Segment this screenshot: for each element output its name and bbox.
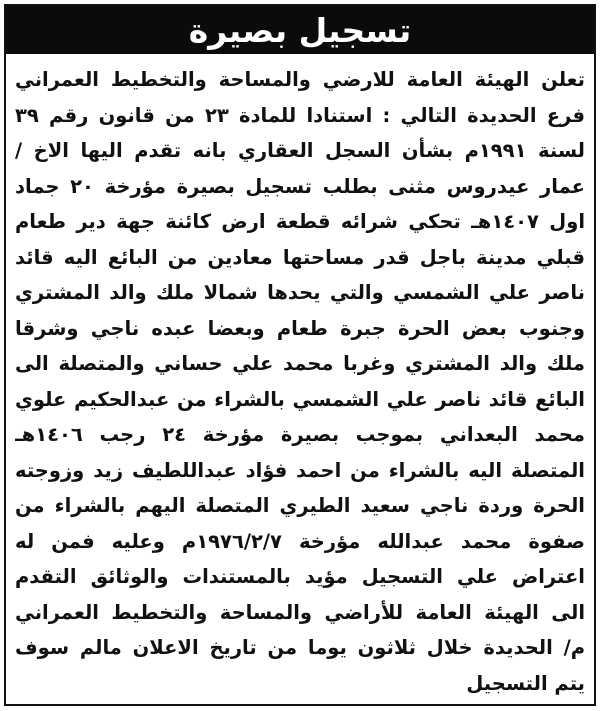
notice-line: ملك والد المشتري وغربا محمد علي حساني والمتصلة الى bbox=[15, 352, 585, 375]
notice-line-last: يتم التسجيل bbox=[466, 671, 585, 695]
notice-line: المتصلة اليه بالشراء من احمد فؤاد عبداللطيف زيد وزوجته bbox=[15, 458, 585, 482]
notice-line: وجنوب بعض الحرة جبرة طعام وبعضا عبده ناجي وشرقا bbox=[15, 316, 585, 340]
notice-line: اول ١٤٠٧هـ تحكي شرائه قطعة ارض كائنة جهة دير طعام bbox=[15, 210, 585, 233]
public-notice bbox=[4, 4, 596, 706]
notice-line: اعتراض علي التسجيل مؤيد بالمستندات والوثائق التقدم bbox=[15, 565, 585, 588]
notice-header bbox=[6, 6, 594, 54]
notice-title: تسجيل بصيرة bbox=[188, 10, 412, 50]
notice-line: محمد البعداني بموجب بصيرة مؤرخة ٢٤ رجب ١٤٠٦هـ bbox=[15, 423, 585, 446]
notice-line: م/ الحديدة خلال ثلاثون يوما من تاريخ الاعلان مالم سوف bbox=[15, 636, 585, 659]
notice-line: لسنة ١٩٩١م بشأن السجل العقاري بانه تقدم اليها الاخ / bbox=[15, 139, 585, 162]
notice-line: صفوة محمد عبدالله مؤرخة ١٩٧٦/٢/٧م وعليه فمن له bbox=[15, 529, 585, 553]
notice-line: ناصر علي الشمسي والتي يحدها شمالا ملك والد المشتري bbox=[15, 281, 585, 304]
notice-line: عمار عيدروس مثنى بطلب تسجيل بصيرة مؤرخة ٢٠ جماد bbox=[15, 174, 585, 198]
notice-body bbox=[6, 54, 594, 701]
notice-line: الى الهيئة العامة للأراضي والمساحة والتخطيط العمراني bbox=[15, 600, 585, 624]
notice-line: قبلي مدينة باجل قدر مساحتها معادين من البائع اليه قائد bbox=[15, 245, 585, 269]
notice-line: تعلن الهيئة العامة للارضي والمساحة والتخطيط العمراني bbox=[15, 68, 585, 91]
notice-line: البائع قائد ناصر علي الشمسي بالشراء من عبدالحكيم علوي bbox=[15, 387, 585, 411]
notice-line: الحرة وردة ناجي سعيد الطيري المتصلة اليهم بالشراء من bbox=[15, 494, 585, 517]
notice-line: فرع الحديدة التالي : استنادا للمادة ٢٣ من قانون رقم ٣٩ bbox=[15, 103, 585, 127]
